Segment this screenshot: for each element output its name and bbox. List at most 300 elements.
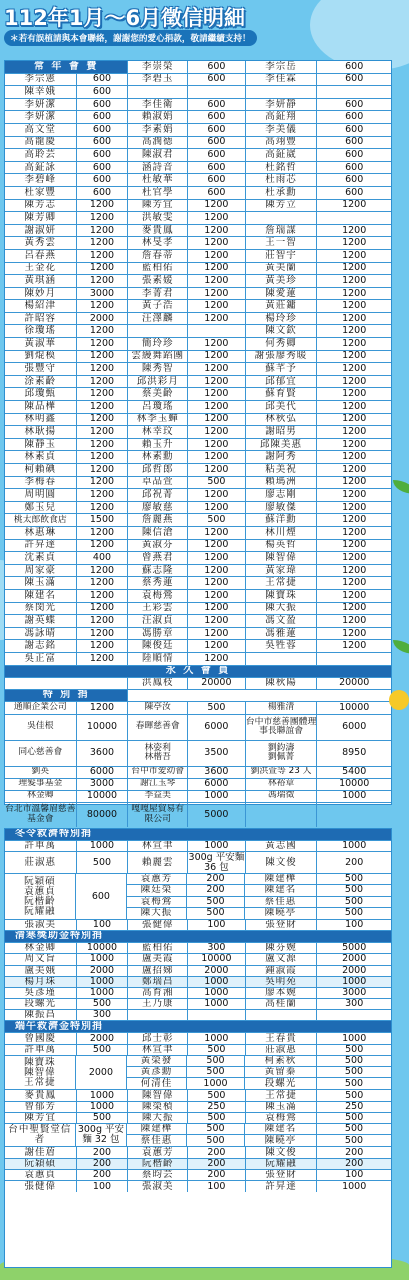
donation-amount: 6000 [188,715,246,740]
donation-amount: 200 [187,874,245,884]
donor-name: 邱哲郎 [128,464,188,476]
donor-name: 陳榮楨 [128,1102,188,1112]
section-header-annual-fee: 常 年 會 費 [5,61,128,73]
donor-name: 黃子浩 [128,300,188,312]
donation-amount: 1000 [77,1102,129,1112]
donation-amount: 200 [77,1147,129,1157]
leaf-decor [393,480,409,494]
donation-amount: 8950 [342,747,367,759]
donor-name: 陳建名 [5,590,77,602]
table-row [5,477,391,490]
section-header-permanent: 永 久 會 員 [5,666,391,677]
donation-amount: 20000 [188,678,246,689]
table-row [5,99,391,112]
donation-amount: 500 [344,885,364,896]
donation-amount: 1200 [342,564,367,576]
leaf-decor [393,640,409,654]
table-row [5,999,391,1010]
donation-amount: 600 [345,61,364,72]
table-row [5,966,391,977]
donation-amount: 1200 [77,540,129,552]
donation-amount: 1200 [342,413,367,425]
donation-amount: 5000 [188,803,246,827]
donation-amount: 500 [188,477,246,489]
donor-name: 曾燕君 [128,552,188,564]
donor-name: 吳佳根 [5,715,77,740]
page-title: 112年1月～6月徵信明細 [4,6,246,30]
donor-name: 王常捷 [246,1090,318,1100]
donor-name: 沈素貞 [5,552,77,564]
donor-name: 廖敏慈 [128,502,188,514]
table-row [5,502,391,515]
donor-name: 周家豪 [5,565,77,577]
donation-amount: 1200 [188,489,246,501]
donor-name: 黃美蘭 [246,263,318,275]
donation-amount [188,325,246,337]
donation-amount: 600 [77,149,129,161]
donation-amount: 1200 [77,565,129,577]
table-group-rows [127,1056,391,1090]
donation-amount: 1200 [188,502,246,514]
table-row [5,174,391,187]
donor-name: 邱陳美惠 [246,439,318,451]
donor-name: 馮勝章 [128,628,188,640]
donor-name: 徐瓊瑤 [5,325,77,337]
donation-amount: 1200 [342,262,367,274]
donation-amount: 1200 [188,552,246,564]
donor-name: 袁梅鶯 [246,1113,318,1123]
table-row [5,678,391,690]
table-row [5,1021,391,1033]
donor-name: 黃榮發 [127,1056,187,1066]
donation-amount [317,212,391,224]
donor-name: 陳智偉 [246,552,318,564]
donor-name: 林明鑫 [5,414,77,426]
donation-amount: 1200 [188,640,246,652]
donor-name: 李碧峰 [5,174,77,186]
donor-name [128,86,188,98]
donor-name: 謝江玉琴 [128,779,188,790]
donor-name: 高聆芸 [5,149,77,161]
donation-amount: 1000 [188,791,246,802]
donation-amount: 1200 [77,338,129,350]
table-row [5,149,391,162]
donation-amount: 1200 [77,640,129,652]
donation-amount: 1200 [188,439,246,451]
donation-amount: 600 [345,73,364,85]
donation-amount: 1200 [77,325,129,337]
donor-name: 邱洪彩月 [128,376,188,388]
donation-amount: 1200 [77,414,129,426]
donor-name: 陳建樺 [245,874,317,884]
donor-name: 謝佳葿 [5,1147,77,1157]
donor-name: 李美儀 [246,124,318,136]
donor-name: 杜雨芯 [246,174,318,186]
donor-name: 許昇達 [246,1181,318,1192]
donation-amount: 300g 平安麵 36 包 [188,852,245,873]
donation-amount: 600 [188,99,246,111]
donation-amount: 1000 [77,977,129,987]
donor-name: 蘇芊予 [246,363,318,375]
donor-name: 吳明苑 [246,977,318,987]
donor-name: 王乃康 [128,999,188,1009]
donor-name: 馮瑞徵 [246,791,318,802]
donor-name: 通順企業公司 [5,702,77,714]
table-row [5,263,391,276]
donation-amount: 1200 [188,653,246,665]
donation-amount: 1000 [188,999,246,1009]
donation-amount: 1200 [188,451,246,463]
donation-amount: 500 [77,999,129,1009]
donor-name: 王金花 [5,263,77,275]
donation-amount: 1200 [188,275,246,287]
donor-name: 蔡佳惠 [245,897,317,907]
donation-amount: 600 [188,111,246,123]
donation-amount: 500 [344,907,364,919]
donor-name: 許昇達 [5,540,77,552]
table-row [5,640,391,653]
donor-name: 柯素秋 [245,1056,317,1066]
donor-name: 賴瑪洲 [246,477,318,489]
donation-amount: 1200 [342,401,367,412]
donor-name: 鍾淑霞 [246,966,318,976]
table-row [5,61,391,74]
donation-amount: 1200 [188,615,246,627]
donation-amount: 3600 [77,741,129,766]
donation-amount: 1200 [342,464,367,475]
donor-name: 謝淑妍 [5,225,77,237]
donation-amount: 500 [188,1113,246,1123]
donor-name: 賴麗雲 [128,852,188,873]
donor-name: 楊英哲 [246,540,318,552]
donation-amount: 1000 [188,841,246,851]
table-row [5,920,391,931]
table-row [127,897,391,908]
donor-name: 蔡昀芸 [128,1170,188,1180]
donation-amount: 600 [188,74,246,86]
table-group [5,1056,391,1091]
donation-amount: 1200 [188,426,246,438]
donation-amount: 1200 [188,237,246,249]
donation-amount: 1000 [342,1180,367,1192]
donation-amount: 100 [77,1181,129,1192]
donor-name: 廖本婉 [246,988,318,998]
donation-amount: 1200 [77,577,129,589]
donor-name: 陳淑君 [128,149,188,161]
donor-name: 陳曉亭 [245,908,317,919]
donor-name [246,803,318,827]
donor-name: 謝英蝶 [5,615,77,627]
donor-name: 阮耀融 [246,1159,318,1169]
donation-amount: 1200 [188,628,246,640]
donor-name: 陳智偉 [128,1090,188,1100]
donor-name: 藍柏佑 [128,943,188,953]
donation-amount: 200 [345,1147,364,1158]
donor-name: 呂瓊瑤 [128,401,188,413]
donor-name: 袁蕙貞 [5,1170,77,1180]
donor-name: 杜家豐 [5,187,77,199]
donation-amount: 600 [77,124,129,136]
donation-amount: 200 [345,1158,364,1169]
donor-name: 蔡佳惠 [127,1135,187,1146]
donation-amount: 1200 [342,501,367,513]
donation-amount: 1200 [188,313,246,325]
table-group [5,874,391,920]
donor-name: 藍柏佑 [128,263,188,275]
table-row [5,237,391,250]
donation-amount: 1200 [77,388,129,400]
donor-name: 黃留蓁 [245,1067,317,1077]
donor-name: 李素娟 [128,124,188,136]
donation-amount: 1200 [342,514,367,526]
donation-amount: 500 [344,1135,364,1146]
donation-amount: 600 [345,123,364,135]
table-row [5,212,391,225]
donor-name: 簡玲珍 [128,338,188,350]
donor-name: 吳彥瑾 [5,988,77,998]
donor-name: 阮穎碩 [5,1159,77,1169]
donation-amount: 600 [345,136,364,148]
donor-name: 陳信滄 [128,527,188,539]
donation-amount: 300 [188,943,246,953]
donor-name: 王春貴 [246,1033,318,1043]
donation-amount: 1200 [77,363,129,375]
donation-amount: 1000 [188,977,246,987]
donation-amount: 200 [345,856,364,868]
donation-amount: 1200 [342,249,367,261]
section-header-special: 特 別 捐 [5,690,128,701]
donor-name: 高龍慶 [5,137,77,149]
table-row [5,1159,391,1170]
donation-amount: 1200 [342,287,367,299]
donation-amount: 1200 [342,275,367,286]
donation-amount: 1200 [342,552,367,563]
donation-amount: 6000 [77,767,129,778]
donation-amount: 1200 [77,263,129,275]
table-row [5,527,391,540]
donor-name [5,678,128,689]
donor-name: 盧美娥 [5,966,77,976]
donation-amount [317,1010,391,1020]
donor-name: 理髮事基金 [5,779,77,790]
donor-name [246,212,318,224]
donation-amount: 250 [345,1101,364,1112]
donation-amount: 1200 [188,212,246,224]
donor-name: 黃家瑋 [246,565,318,577]
donation-amount: 1200 [342,640,367,652]
donation-amount: 1200 [77,615,129,627]
table-row [5,376,391,389]
donor-name: 許車萬 [5,1045,77,1055]
donor-name: 陳大振 [246,603,318,615]
table-cell [128,690,391,701]
donation-amount: 1200 [77,653,129,665]
donation-amount: 1200 [188,300,246,312]
donation-amount: 600 [188,162,246,174]
donor-name: 林姿利 林楷吾 [128,741,188,766]
table-row [127,1078,391,1089]
table-row [5,111,391,124]
donor-name: 張登財 [246,920,318,930]
donation-amount: 1000 [77,1090,129,1100]
donor-name: 李碧玉 [128,74,188,86]
donation-amount: 1200 [77,603,129,615]
donor-name: 陳振昌 [5,1010,77,1020]
table-row [5,1113,391,1124]
donation-amount: 100 [345,919,364,931]
donor-name: 劉英 [5,767,77,778]
table-row [5,288,391,301]
donor-name: 邱瓊甄 [5,388,77,400]
donation-amount: 1000 [77,954,129,964]
donor-name-group: 陳寶珠 陳智偉 王常捷 [5,1056,76,1090]
donation-amount: 10000 [77,715,129,740]
donation-amount: 1200 [77,477,129,489]
donation-amount: 1200 [342,237,367,249]
donor-name: 陳芬婉 [246,943,318,953]
donor-name-group: 台中聖賢堂信者 [5,1124,76,1146]
donor-name: 黃莊鏞 [246,300,318,312]
donor-name: 黃志國 [246,841,318,851]
table-row [5,603,391,616]
donation-amount: 1200 [342,426,367,438]
donor-name: 陳妙月 [5,288,77,300]
table-row [5,577,391,590]
donor-name: 杜敏華 [128,174,188,186]
donor-name: 許車萬 [5,841,77,851]
donation-amount: 500 [77,852,129,873]
donation-amount: 600 [188,174,246,186]
table-group [5,1124,391,1147]
donation-amount: 500 [344,1055,364,1066]
donation-amount: 1200 [77,212,129,224]
donor-name: 黃秀雲 [5,237,77,249]
donation-table-1 [4,60,392,824]
donor-name: 林李玉蟬 [128,414,188,426]
table-row [5,1090,391,1101]
donation-amount: 1200 [342,526,367,538]
donor-name: 張豐守 [5,363,77,375]
donation-amount: 600 [188,187,246,199]
table-row [5,779,391,791]
table-row [5,715,391,741]
donor-name: 馮詠晴 [5,628,77,640]
donation-amount: 1200 [188,225,246,237]
donor-name: 陳秀智 [128,363,188,375]
table-row [5,590,391,603]
donor-name: 盧文源 [246,954,318,964]
donation-amount: 100 [77,920,129,930]
donor-name: 李崇榮 [128,61,188,73]
donor-name: 李妍潔 [5,111,77,123]
donor-name: 張登財 [246,1170,318,1180]
donation-amount: 1000 [342,1033,367,1044]
donation-amount: 5000 [342,943,367,954]
donation-amount: 600 [188,149,246,161]
donor-name: 杜承勳 [246,187,318,199]
donor-name: 雲縵舞蹈團 [128,351,188,363]
table-row [5,124,391,137]
donation-amount: 1000 [342,841,367,852]
donor-name: 吳牲蓉 [246,640,318,652]
donor-name: 段螺光 [245,1078,317,1089]
table-row [5,162,391,175]
donor-name: 洪鳳枝 [128,678,188,689]
donor-name: 袁梅鶯 [128,590,188,602]
donor-name: 劉鈞濤 劉佩菁 [246,741,318,766]
donor-name: 詹麗燕 [128,514,188,526]
donor-name: 陳幸娥 [5,86,77,98]
section-header-dragon-boat: 端午救濟金特別捐 [5,1021,391,1032]
donor-name: 嘎嘎屋貿易有限公司 [128,803,188,827]
donation-amount: 3600 [188,767,246,778]
donation-amount: 1200 [188,338,246,350]
table-row [5,803,391,827]
donor-name: 馮雅蓮 [246,628,318,640]
donation-amount: 600 [345,98,364,110]
donor-name: 莊智宇 [246,250,318,262]
table-row [5,702,391,715]
donor-name: 邱士彰 [128,1033,188,1043]
donor-name: 呂春燕 [5,250,77,262]
donor-name: 楊月珠 [5,977,77,987]
donation-amount: 1200 [188,577,246,589]
donor-name: 黃琪涵 [5,275,77,287]
donor-name: 袁蕙芳 [128,1147,188,1157]
donation-amount: 500 [187,908,245,919]
donation-amount: 1200 [342,438,367,450]
donation-amount: 1200 [342,627,367,639]
donation-amount: 400 [77,552,129,564]
donation-amount: 300g 平安麵 32 包 [76,1124,127,1146]
donor-name: 陳芳宜 [128,200,188,212]
donor-name: 陳大振 [127,908,187,919]
donation-amount: 500 [344,1124,364,1135]
donation-amount: 200 [188,1170,246,1180]
donation-amount: 1200 [342,363,367,375]
donation-amount: 1200 [188,200,246,212]
donor-name: 張淑美 [128,1181,188,1192]
donation-amount: 500 [187,1067,245,1077]
donor-name [128,325,188,337]
donation-amount: 1200 [188,263,246,275]
donation-amount: 1200 [77,237,129,249]
donor-name: 陳建名 [245,885,317,895]
donor-name: 張淑美 [5,920,77,930]
donation-amount: 600 [77,99,129,111]
donor-name: 陳玉滿 [246,1102,318,1112]
table-row [5,74,391,87]
donation-amount: 1200 [188,527,246,539]
donation-amount: 600 [77,187,129,199]
donation-amount: 80000 [77,803,129,827]
donation-amount: 100 [188,920,246,930]
table-row [5,1102,391,1113]
donation-amount: 1200 [77,702,129,714]
donation-amount: 1200 [342,615,367,626]
donation-amount: 2000 [188,966,246,976]
donation-amount: 500 [187,897,245,907]
donor-name: 高潤德 [128,137,188,149]
table-row [5,300,391,313]
donor-name: 黃淑華 [5,338,77,350]
donor-name: 蘇志隆 [128,565,188,577]
donation-amount: 3500 [188,741,246,766]
donor-name: 楊玲珍 [246,313,318,325]
table-row [127,874,391,885]
table-row [5,137,391,150]
donor-name: 廖敏傑 [246,502,318,514]
